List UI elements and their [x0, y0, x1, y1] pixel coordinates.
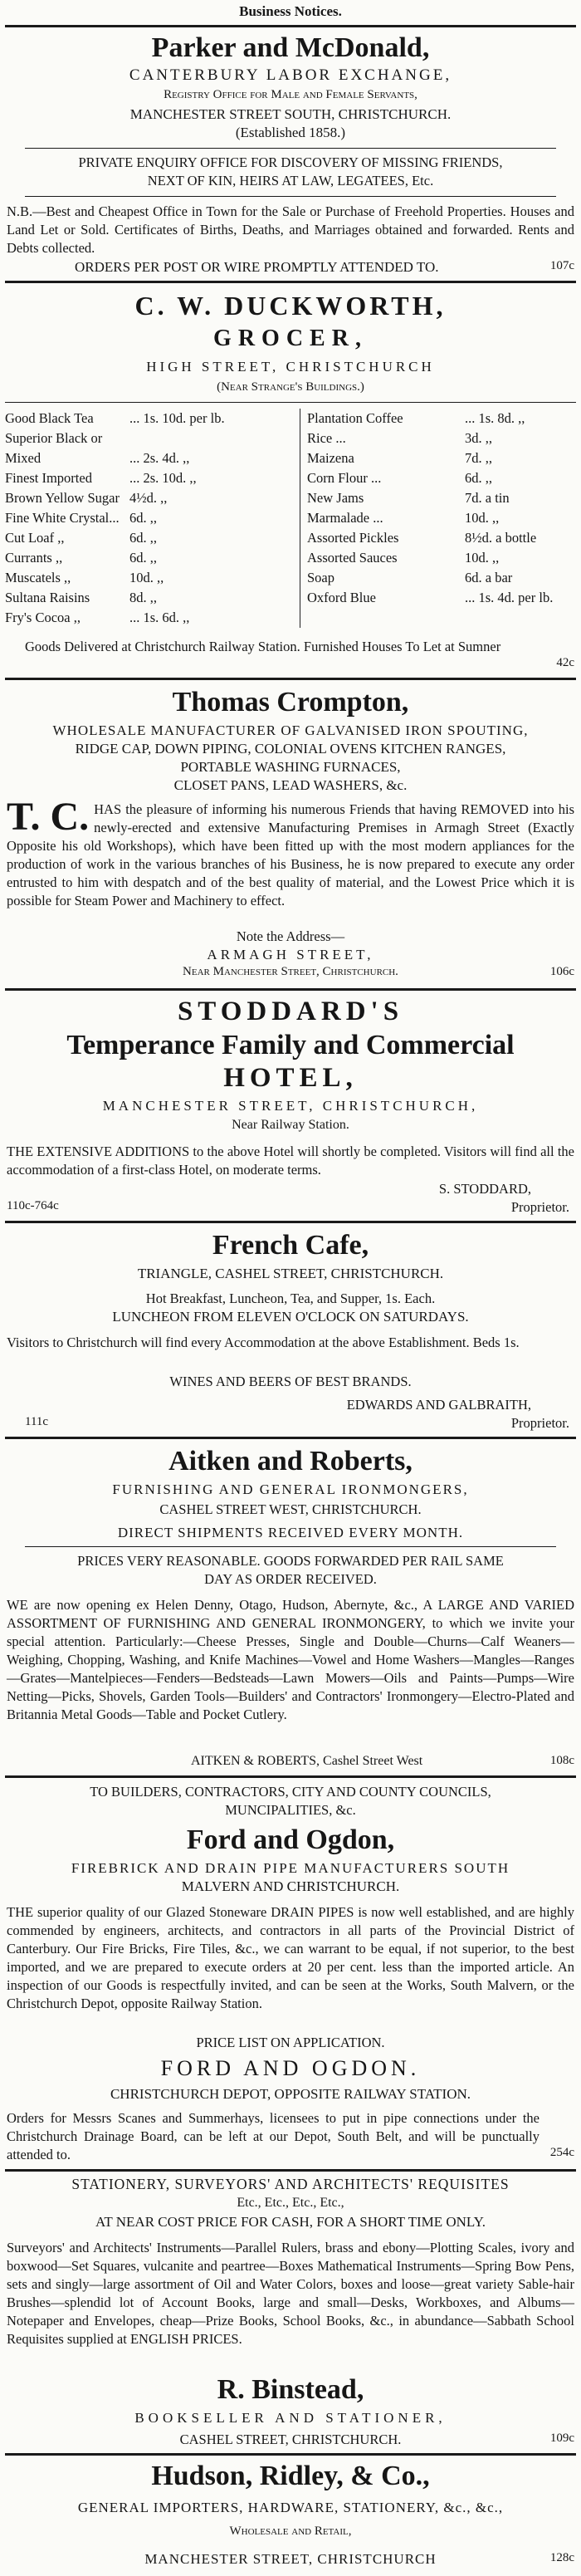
advert-text: Near Manchester Street, Christchurch.	[183, 965, 398, 978]
advert-signature: AITKEN & ROBERTS, Cashel Street West	[191, 1754, 423, 1768]
advert-text: AT NEAR COST PRICE FOR CASH, FOR A SHORT TIME ONLY.	[95, 2214, 486, 2230]
price-row	[307, 409, 576, 429]
advert-text: CLOSET PANS, LEAD WASHERS, &c.	[173, 777, 408, 793]
price-row	[5, 508, 292, 528]
item-price: 7d. ,,	[465, 450, 492, 466]
item-name: Good Black Tea	[5, 410, 94, 426]
item-price: ... 1s. 6d. ,,	[129, 610, 190, 625]
item-price: 10d. ,,	[129, 570, 164, 585]
price-row	[5, 429, 292, 448]
advert-signature: EDWARDS AND GALBRAITH,	[346, 1397, 531, 1413]
advert-body: Surveyors' and Architects' Instruments—Parallel Rulers, brass and ebony—Plotting Scales, ivory and boxwood—Set Squares, vulcanite and peartree—Boxes Mathematical Instruments—Spring Bow Pens, sets and singly—large assortment of Oil and Water Colors, boxes and loose—great variety Sable-hair Brushes—splendid lot of Account Books, large and small—Desks, Workboxes, and Albums—Notepaper and Envelopes, cheap—Prize Books, School Books, &c., in abundance—Sabbath School Requisites supplied at ENGLISH PRICES.	[7, 2240, 574, 2347]
price-row	[307, 508, 576, 528]
item-name: Marmalade ...	[307, 510, 383, 526]
price-row	[5, 608, 292, 628]
advert-body: THE superior quality of our Glazed Stoneware DRAIN PIPES is now well established, and are highly commended by engineers, architects, and contractors in all parts of the Provincial District of Canterbury. Our Fire Bricks, Fire Tiles, &c., we can warrant to be equal, if not superior, to the best imported, and we are prepared to execute orders at 20 per cent. less than the imported article. An inspection of our Goods is respectfully invited, and can be seen at the Works, South Malvern, or the Christchurch Depot, opposite Railway Station.	[7, 1904, 574, 2011]
item-name: Maizena	[307, 450, 354, 466]
advert-body: HAS the pleasure of informing his numerous Friends that having REMOVED into his newly-erected and extensive Manufacturing Premises in Armagh Street (Exactly Opposite his old Workshops), which have been fitted up with the most modern appliances for the production of work in the various branches of his Business, he is now prepared to execute any order entrusted to him with despatch and of the best quality of material, and the Lowest Price which it is possible for Steam Power and Machinery to effect.	[7, 801, 574, 908]
price-row	[307, 568, 576, 588]
advert-text: TO BUILDERS, CONTRACTORS, CITY AND COUNTY COUNCILS,	[90, 1784, 491, 1800]
price-row	[307, 448, 576, 468]
item-price: 6d. ,,	[129, 510, 157, 526]
advert-address: MANCHESTER STREET SOUTH, CHRISTCHURCH.	[129, 106, 452, 122]
price-row	[5, 488, 292, 508]
divider	[5, 1775, 576, 1778]
advert-role: Proprietor.	[510, 1415, 569, 1431]
price-row	[5, 588, 292, 608]
divider	[5, 1437, 576, 1439]
advert-title: HOTEL,	[223, 1063, 358, 1093]
price-row	[5, 528, 292, 548]
advert-ref: 107c	[549, 259, 574, 272]
divider	[5, 678, 576, 680]
advert-text: Etc., Etc., Etc., Etc.,	[237, 2196, 344, 2210]
price-row	[307, 468, 576, 488]
advert-text: Hot Breakfast, Luncheon, Tea, and Supper, 1s. Each.	[145, 1290, 436, 1306]
item-price: 8½d. a bottle	[465, 530, 537, 546]
advert-text: PORTABLE WASHING FURNACES,	[180, 759, 401, 775]
item-name: Assorted Sauces	[307, 550, 398, 566]
price-row	[5, 468, 292, 488]
item-name: Cut Loaf ,,	[5, 530, 65, 546]
advert-title: R. Binstead,	[217, 2374, 364, 2405]
advert-address: CASHEL STREET, CHRISTCHURCH.	[179, 2432, 402, 2447]
advert-subtitle: CANTERBURY LABOR EXCHANGE,	[129, 66, 452, 84]
item-price: 10d. ,,	[465, 550, 500, 566]
advert-title: French Cafe,	[212, 1230, 369, 1261]
item-name: Oxford Blue	[307, 590, 376, 605]
advert-text: FURNISHING AND GENERAL IRONMONGERS,	[112, 1481, 469, 1497]
divider	[5, 2169, 576, 2172]
advert-title: Thomas Crompton,	[172, 687, 409, 717]
price-list	[0, 409, 581, 633]
advert-ref: 42c	[556, 656, 574, 669]
item-price: 6d. a bar	[465, 570, 513, 585]
item-name: Corn Flour ...	[307, 470, 382, 486]
advert-text: Registry Office for Male and Female Servants,	[164, 88, 417, 101]
advert-ref: 254c	[549, 2146, 574, 2159]
advert-body: Orders for Messrs Scanes and Summerhays, licensees to put in pipe connections under the Christchurch Drainage Board, can be left at our Depot, South Belt, and will be punctually attended to.	[7, 2110, 540, 2162]
price-row	[5, 448, 292, 468]
advert-title: C. W. DUCKWORTH,	[134, 291, 447, 321]
advert-address: MANCHESTER STREET, CHRISTCHURCH,	[102, 1098, 479, 1114]
advert-text: PRICE LIST ON APPLICATION.	[196, 2035, 385, 2050]
item-price: 6d. ,,	[465, 470, 492, 486]
advert-text: GENERAL IMPORTERS, HARDWARE, STATIONERY, &c., &c.,	[77, 2500, 504, 2515]
item-name: Assorted Pickles	[307, 530, 399, 546]
advert-text: STATIONERY, SURVEYORS' AND ARCHITECTS' REQUISITES	[71, 2176, 510, 2192]
advert-title: Hudson, Ridley, & Co.,	[151, 2461, 430, 2491]
price-row	[307, 588, 576, 608]
divider	[5, 988, 576, 991]
item-price: ... 1s. 8d. ,,	[465, 410, 525, 426]
advert-title: Parker and McDonald,	[151, 32, 430, 63]
advert-title: Ford and Ogdon,	[186, 1824, 395, 1855]
advert-body-block	[0, 795, 581, 910]
divider	[5, 2453, 576, 2456]
item-price: ... 2s. 4d. ,,	[129, 450, 190, 466]
item-name: Superior Black or	[5, 430, 103, 446]
advert-text: (Established 1858.)	[235, 125, 346, 140]
item-name: Fine White Crystal...	[5, 510, 120, 526]
price-row	[307, 488, 576, 508]
advert-text: Note the Address—	[236, 928, 345, 944]
advert-ref: 111c	[25, 1415, 49, 1428]
advert-ref: 106c	[549, 965, 574, 978]
advert-ref: 128c	[549, 2551, 574, 2564]
advert-title: Aitken and Roberts,	[168, 1446, 413, 1477]
advert-text: DAY AS ORDER RECEIVED.	[204, 1571, 377, 1587]
item-price: 4½d. ,,	[129, 490, 168, 506]
item-name: Brown Yellow Sugar	[5, 490, 120, 506]
divider	[5, 25, 576, 27]
price-column-right	[307, 409, 576, 608]
advert-signature: S. STODDARD,	[438, 1181, 531, 1197]
advert-address: HIGH STREET, CHRISTCHURCH	[146, 359, 435, 375]
advert-body: N.B.—Best and Cheapest Office in Town for the Sale or Purchase of Freehold Properties. Houses and Land Let or Sold. Certificates of Births, Deaths, and Marriages obtained and forwarded. Rents and Debts collected.	[7, 203, 574, 256]
advert-text: MUNCIPALITIES, &c.	[225, 1802, 356, 1818]
item-price: 3d. ,,	[465, 430, 492, 446]
advert-text: BOOKSELLER AND STATIONER,	[134, 2410, 447, 2426]
advert-text: DIRECT SHIPMENTS RECEIVED EVERY MONTH.	[117, 1525, 464, 1540]
advert-address: CASHEL STREET WEST, CHRISTCHURCH.	[159, 1501, 422, 1517]
advert-address: ARMAGH STREET,	[207, 947, 374, 962]
price-row	[307, 528, 576, 548]
price-row	[5, 568, 292, 588]
item-name: Plantation Coffee	[307, 410, 403, 426]
advert-body: Visitors to Christchurch will find every Accommodation at the above Establishment. Beds 1s.	[7, 1335, 520, 1350]
item-price: 7d. a tin	[465, 490, 510, 506]
item-price: ... 2s. 10d. ,,	[129, 470, 197, 486]
advert-ref: 109c	[549, 2432, 574, 2445]
advert-title: Temperance Family and Commercial	[66, 1030, 515, 1060]
advert-text: NEXT OF KIN, HEIRS AT LAW, LEGATEES, Etc.	[147, 173, 434, 189]
advert-ref: 110c-764c	[7, 1199, 59, 1212]
advert-text: RIDGE CAP, DOWN PIPING, COLONIAL OVENS KITCHEN RANGES,	[75, 741, 506, 757]
item-name: Finest Imported	[5, 470, 92, 486]
advert-text: CHRISTCHURCH DEPOT, OPPOSITE RAILWAY STATION.	[110, 2086, 471, 2102]
advert-text: WINES AND BEERS OF BEST BRANDS.	[169, 1374, 412, 1389]
item-price: 6d. ,,	[129, 530, 157, 546]
item-name: Soap	[307, 570, 334, 585]
divider	[25, 1546, 556, 1547]
item-price: 6d. ,,	[129, 550, 157, 566]
price-row	[307, 548, 576, 568]
initials: T. C.	[7, 795, 90, 839]
price-column-left	[5, 409, 292, 628]
advert-text: WHOLESALE MANUFACTURER OF GALVANISED IRON SPOUTING,	[52, 722, 529, 738]
item-name: Sultana Raisins	[5, 590, 90, 605]
item-price: ... 1s. 4d. per lb.	[465, 590, 554, 605]
section-title: Business Notices.	[239, 3, 342, 19]
item-price: 8d. ,,	[129, 590, 157, 605]
price-row	[5, 548, 292, 568]
advert-text: LUNCHEON FROM ELEVEN O'CLOCK ON SATURDAYS.	[112, 1309, 469, 1325]
advert-body: THE EXTENSIVE ADDITIONS to the above Hotel will shortly be completed. Visitors will find all the accommodation of a first-class Hotel, on moderate terms.	[7, 1144, 574, 1178]
divider	[5, 402, 576, 403]
advert-text: PRICES VERY REASONABLE. GOODS FORWARDED PER RAIL SAME	[77, 1553, 504, 1569]
advert-text: MALVERN AND CHRISTCHURCH.	[181, 1878, 400, 1894]
advert-subtitle: GROCER,	[213, 326, 368, 351]
advert-body: WE are now opening ex Helen Denny, Otago, Hudson, Abernyte, &c., A LARGE AND VARIED ASSORTMENT OF FURNISHING AND GENERAL IRONMONGERY, to which we invite your special attention. Particularly:—Cheese Presses, Single and Double—Churns—Calf Weaners—Weighing, Chopping, Washing, and Knife Machines—Vowel and Home Washers—Mangles—Ranges—Grates—Mantelpieces—Fenders—Bedsteads—Lawn Mowers—Oils and Paints—Pumps—Wire Netting—Picks, Shovels, Garden Tools—Builders' and Contractors' Ironmongery—Electro-Plated and Britannia Metal Goods—Table and Pocket Cutlery.	[7, 1597, 574, 1722]
advert-text: FIREBRICK AND DRAIN PIPE MANUFACTURERS SOUTH	[71, 1860, 510, 1876]
advert-body: Goods Delivered at Christchurch Railway Station. Furnished Houses To Let at Sumner	[25, 639, 501, 654]
advert-title: STODDARD'S	[177, 997, 404, 1026]
item-name: New Jams	[307, 490, 364, 506]
advert-address: MANCHESTER STREET, CHRISTCHURCH	[144, 2551, 437, 2567]
advert-title: FORD AND OGDON.	[160, 2056, 421, 2080]
divider	[25, 196, 556, 197]
item-name: Fry's Cocoa ,,	[5, 610, 81, 625]
item-name: Muscatels ,,	[5, 570, 71, 585]
item-price: ... 1s. 10d. per lb.	[129, 410, 225, 426]
advert-text: PRIVATE ENQUIRY OFFICE FOR DISCOVERY OF MISSING FRIENDS,	[78, 154, 503, 170]
divider	[25, 148, 556, 149]
item-name: Currants ,,	[5, 550, 63, 566]
item-name: Rice ...	[307, 430, 346, 446]
advert-address: TRIANGLE, CASHEL STREET, CHRISTCHURCH.	[137, 1266, 444, 1281]
advert-text: Wholesale and Retail,	[229, 2525, 352, 2538]
advert-ref: 108c	[549, 1754, 574, 1767]
advert-text: (Near Strange's Buildings.)	[217, 380, 364, 394]
price-row	[5, 409, 292, 429]
divider	[5, 1221, 576, 1223]
advert-text: ORDERS PER POST OR WIRE PROMPTLY ATTENDED TO.	[75, 259, 439, 275]
item-name: Mixed	[5, 450, 42, 466]
advert-text: Near Railway Station.	[232, 1118, 349, 1132]
item-price: 10d. ,,	[465, 510, 500, 526]
divider	[5, 281, 576, 283]
price-row	[307, 429, 576, 448]
advert-role: Proprietor.	[510, 1199, 569, 1215]
